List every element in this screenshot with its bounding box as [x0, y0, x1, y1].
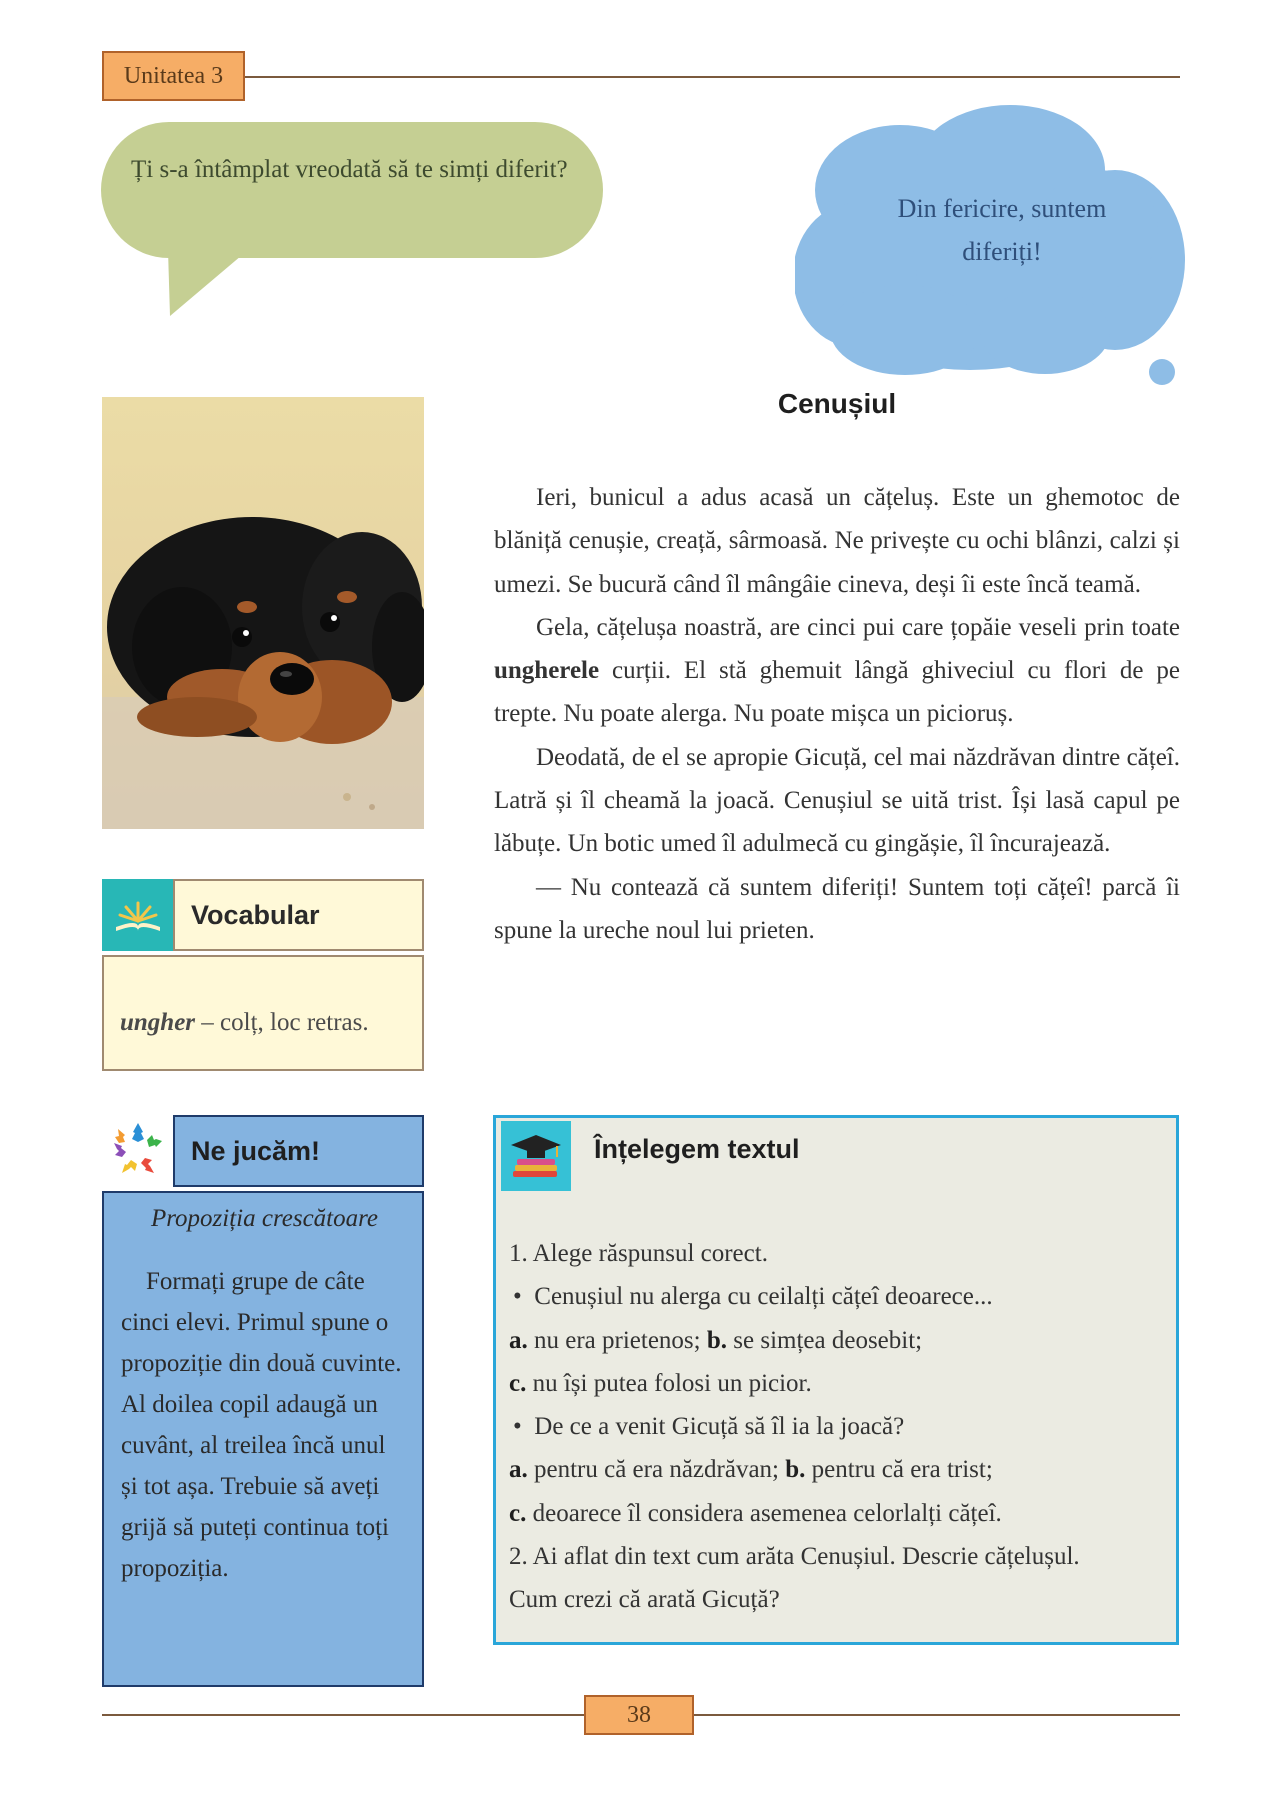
- story-paragraph-2: [494, 606, 1180, 736]
- story-paragraph-3: Deodată, de el se apropie Gicuță, cel mai năzdrăvan dintre cățeî. Latră și îl cheamă la joacă. Cenușiul se uită trist. Își lasă capul pe lăbuțe. Un botic umed îl adulmecă cu gingășie, îl încurajează.: [494, 743, 1180, 858]
- game-instructions: Formați grupe de câte cinci elevi. Primul spune o propoziție din două cuvinte. Al doilea copil adaugă un cuvânt, al treilea încă unul și tot așa. Trebuie să aveți grijă să puteți continua toți propoziția.: [121, 1268, 402, 1582]
- thought-cloud-line2: diferiți!: [962, 237, 1042, 266]
- thought-cloud-line1: Din fericire, suntem: [897, 194, 1107, 223]
- speech-bubble: Ți s-a întâmplat vreodată să te simți diferit?: [101, 122, 603, 258]
- question-2-line-1: 2. Ai aflat din text cum arăta Cenușiul. Descrie cățelușul.: [509, 1543, 1080, 1571]
- question-2-line-2: Cum crezi că arată Gicuță?: [509, 1586, 780, 1614]
- story-paragraph-4: — Nu contează că suntem diferiți! Suntem toți cățeî! parcă îi spune la ureche noul lui prieten.: [494, 873, 1180, 944]
- vocabulary-heading: Vocabular: [173, 879, 424, 951]
- story-p2-after: curții. El stă ghemuit lângă ghiveciul cu flori de pe trepte. Nu poate alerga. Nu poate mișca un picioruș.: [494, 657, 1180, 728]
- header-divider: [245, 76, 1180, 78]
- comprehension-questions: [509, 1232, 1169, 1622]
- page-number: 38: [584, 1695, 694, 1735]
- thought-cloud-text: [862, 187, 1142, 273]
- book-icon: [102, 879, 174, 951]
- vocabulary-entry: [102, 955, 424, 1071]
- comprehension-heading: Înțelegem textul: [594, 1134, 800, 1164]
- question-1b-option-c: c. deoarece îl considera asemenea celorlalți cățeî.: [509, 1499, 1002, 1527]
- vocabulary-definition: – colț, loc retras.: [195, 1009, 369, 1036]
- story-p2-before: Gela, cățelușa noastră, are cinci pui care țopăie veseli prin toate: [536, 613, 1180, 641]
- game-title: Propoziția crescătoare: [150, 1205, 379, 1232]
- question-1-bullet-1: • Cenușiul nu alerga cu ceilalți cățeî deoarece...: [513, 1283, 993, 1311]
- question-1b-options-ab: a. pentru că era năzdrăvan; b. pentru că era trist;: [509, 1456, 993, 1484]
- vocabulary-term: ungher: [120, 1009, 196, 1036]
- hands-icon: [102, 1115, 174, 1187]
- question-1: 1. Alege răspunsul corect.: [509, 1240, 768, 1267]
- game-box: [102, 1191, 424, 1687]
- story-p2-bold: ungherele: [494, 657, 600, 685]
- question-1-option-c: c. nu își putea folosi un picior.: [509, 1369, 812, 1397]
- puppy-photo: [102, 397, 424, 829]
- footer-divider-right: [694, 1714, 1180, 1716]
- story-paragraph-1: Ieri, bunicul a adus acasă un cățeluș. Este un ghemotoc de blăniță cenușie, creață, sârmoasă. Ne privește cu ochi blânzi, calzi și umezi. Se bucură când îl mângâie cineva, deși îi este încă teamă.: [494, 484, 1180, 598]
- question-1-bullet-2: • De ce a venit Gicuță să îl ia la joacă?: [513, 1413, 905, 1441]
- game-heading: Ne jucăm!: [173, 1115, 424, 1187]
- unit-label: Unitatea 3: [102, 51, 245, 101]
- graduation-cap-icon: [501, 1121, 571, 1191]
- speech-bubble-tail: [168, 250, 248, 316]
- footer-divider-left: [102, 1714, 584, 1716]
- story-title: Cenușiul: [777, 388, 897, 419]
- question-1-options-ab: a. nu era prietenos; b. se simțea deosebit;: [509, 1326, 923, 1354]
- story-text: [494, 476, 1180, 952]
